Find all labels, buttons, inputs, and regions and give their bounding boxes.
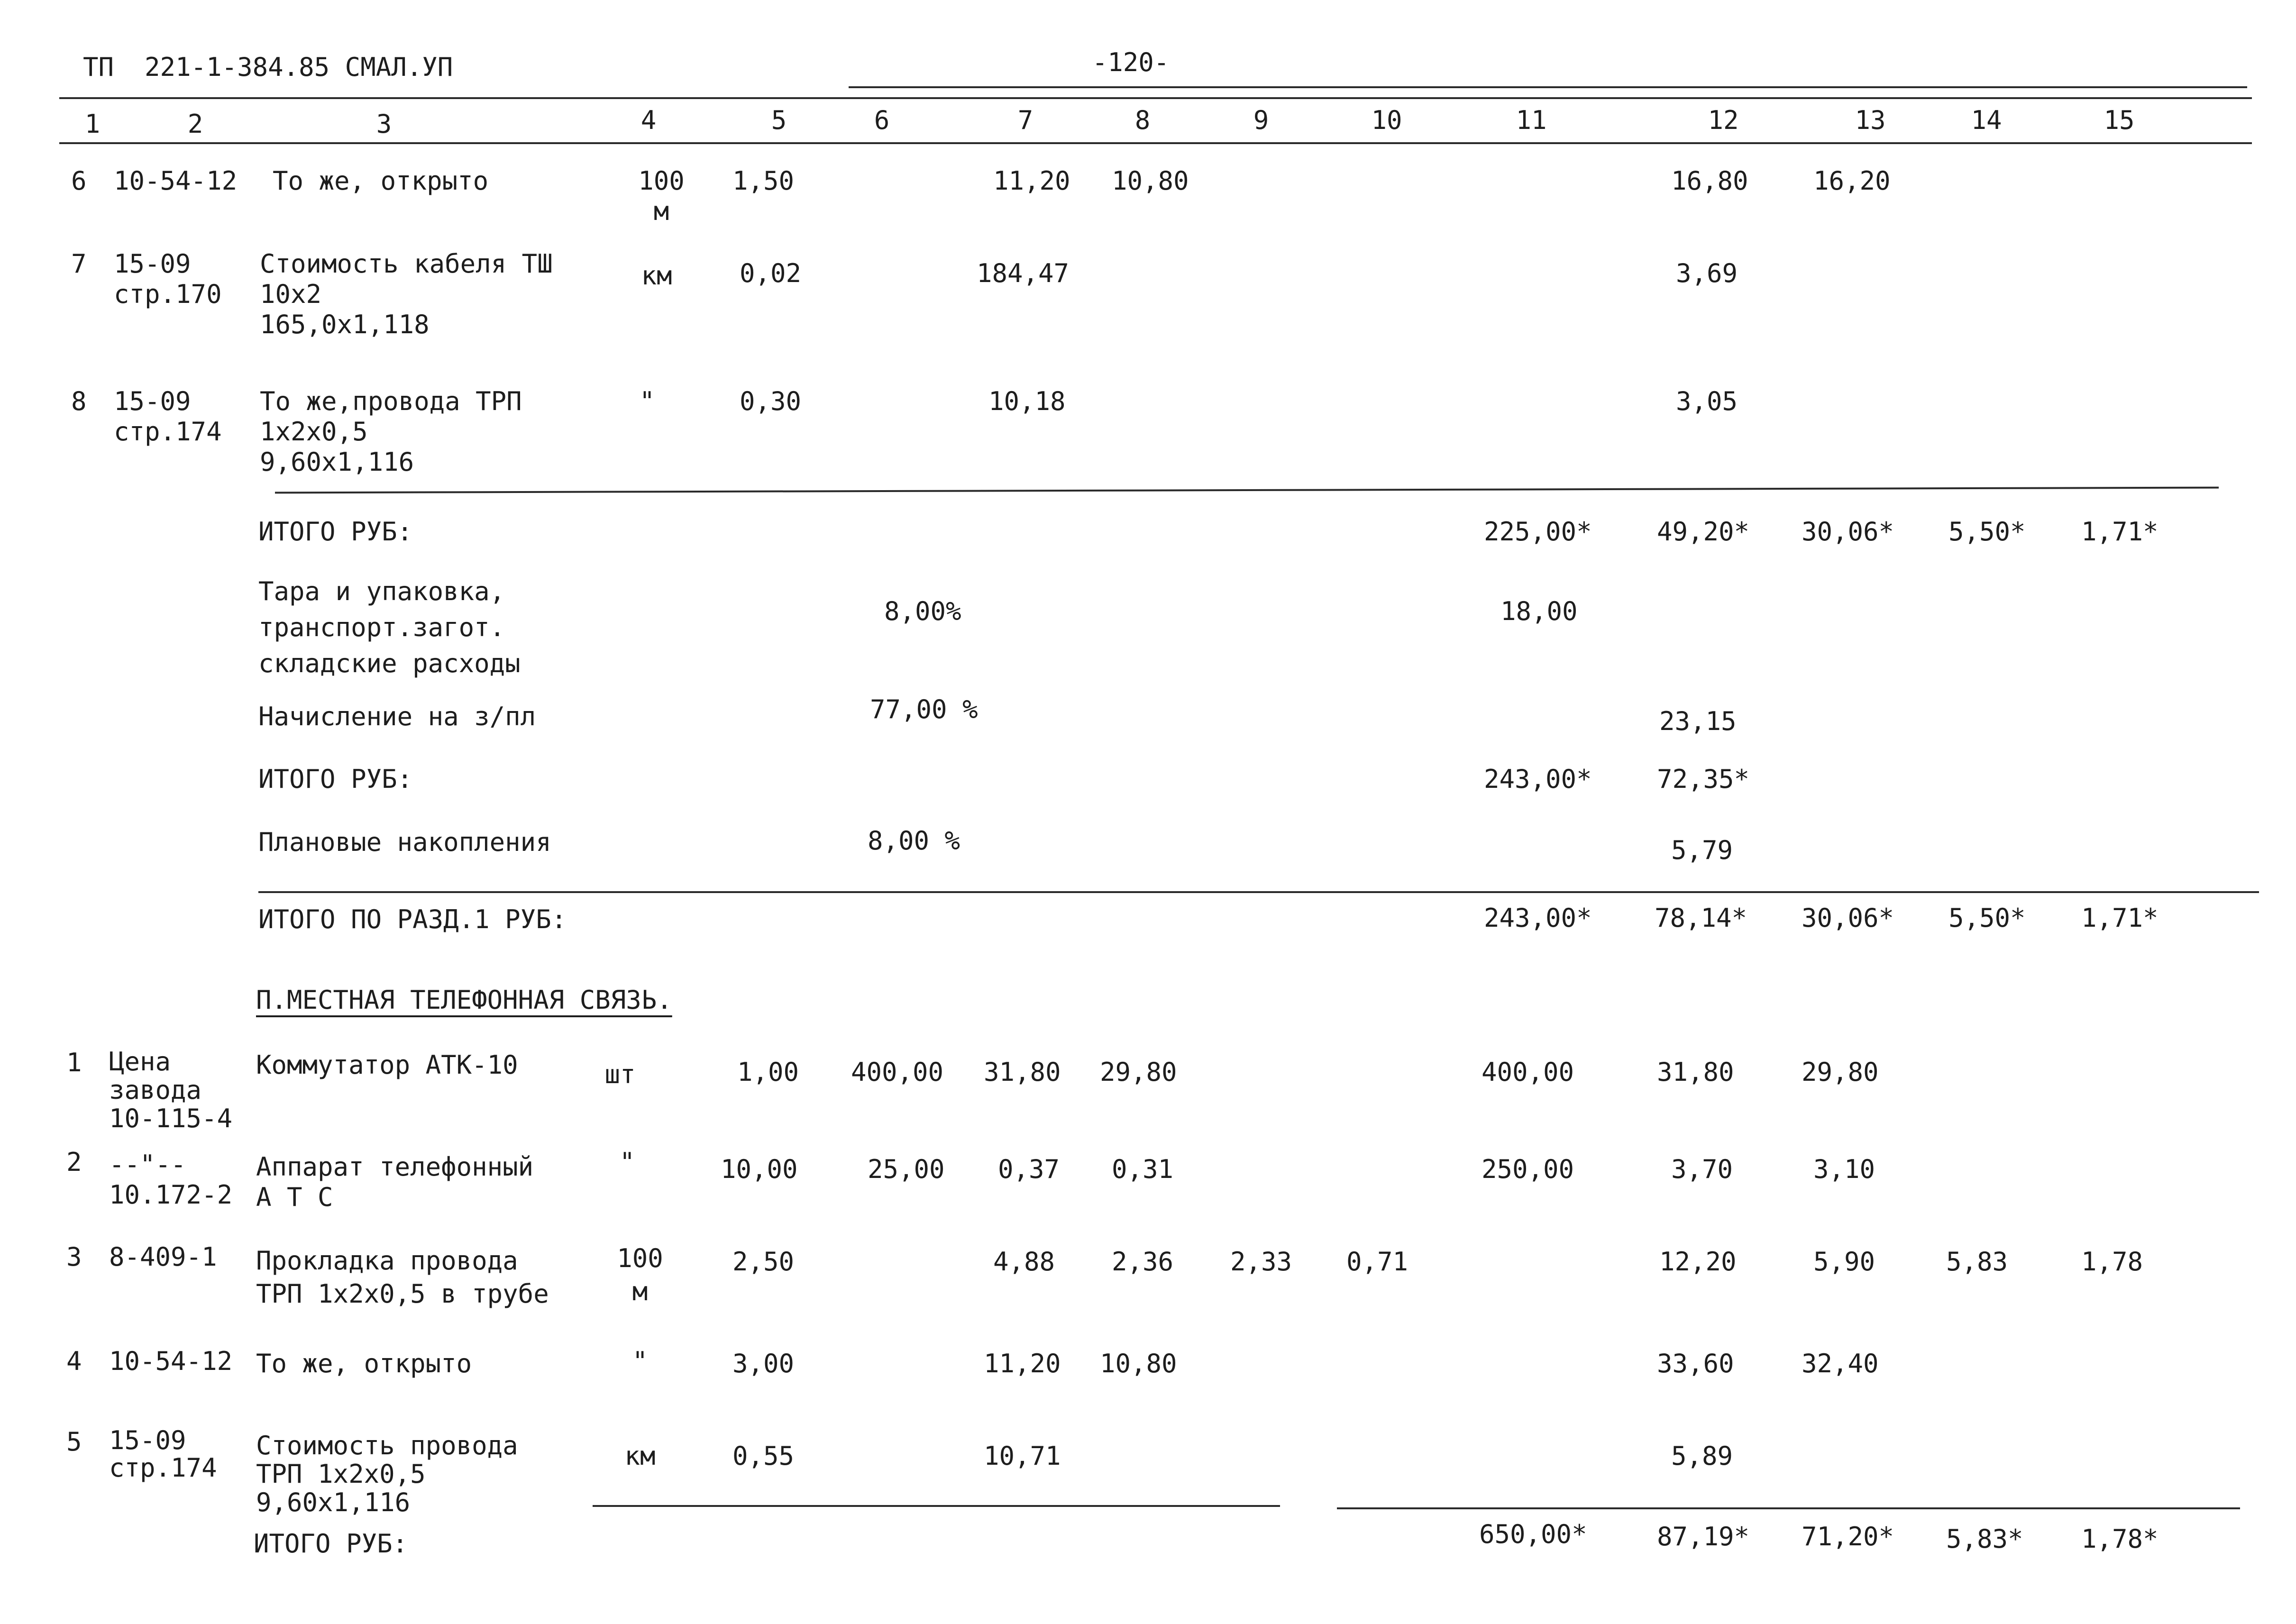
- total-col11: 243,00*: [1484, 764, 1592, 794]
- total-col12: 72,35*: [1657, 764, 1750, 794]
- row-col9: 2,33: [1230, 1247, 1292, 1277]
- row-col6: 25,00: [868, 1154, 945, 1184]
- row-col14: 5,83: [1946, 1247, 2008, 1277]
- total-col11: 225,00*: [1484, 517, 1592, 547]
- row-col7: 11,20: [993, 166, 1070, 196]
- row-col8: 10,80: [1112, 166, 1189, 196]
- row-col12: 3,05: [1676, 386, 1738, 416]
- row-number: 3: [66, 1242, 82, 1272]
- row-quantity: 3,00: [732, 1349, 795, 1378]
- subtotal-rule: [275, 487, 2219, 494]
- total-col15: 1,71*: [2081, 517, 2159, 547]
- row-quantity: 2,50: [732, 1247, 795, 1277]
- section-total-col14: 5,50*: [1948, 903, 2026, 933]
- row-col7: 11,20: [984, 1349, 1061, 1378]
- col-num-15: 15: [2104, 105, 2135, 135]
- row-col13: 3,10: [1813, 1154, 1875, 1184]
- col-num-5: 5: [771, 105, 787, 135]
- col-num-2: 2: [187, 109, 203, 139]
- planned-savings-label: Плановые накопления: [258, 827, 551, 857]
- row-unit: ": [619, 1147, 635, 1177]
- row-col8: 0,31: [1112, 1154, 1174, 1184]
- col-num-6: 6: [874, 105, 890, 135]
- header-rule: [849, 86, 2247, 88]
- row-unit: шт: [604, 1059, 636, 1089]
- row-quantity: 1,00: [737, 1057, 799, 1087]
- row-code: Цена завода 10-115-4: [109, 1047, 233, 1133]
- subtotal-rule-left: [593, 1505, 1280, 1507]
- wage-charge-label: Начисление на з/пл: [258, 702, 536, 731]
- row-code: 8-409-1: [109, 1242, 217, 1272]
- col-num-1: 1: [84, 109, 101, 139]
- total-col12: 49,20*: [1657, 517, 1750, 547]
- row-col6: 400,00: [851, 1057, 944, 1087]
- row-number: 2: [66, 1147, 82, 1177]
- section-total-col13: 30,06*: [1802, 903, 1894, 933]
- section-total-col13: 71,20*: [1802, 1522, 1894, 1551]
- row-col12: 5,89: [1671, 1441, 1733, 1471]
- row-col12: 3,70: [1671, 1154, 1733, 1184]
- section-total-rule: [258, 891, 2259, 893]
- row-col12: 12,20: [1659, 1247, 1737, 1277]
- row-unit: ": [632, 1346, 648, 1376]
- section-total-label: ИТОГО РУБ:: [254, 1529, 408, 1559]
- row-quantity: 10,00: [721, 1154, 798, 1184]
- row-col8: 2,36: [1112, 1247, 1174, 1277]
- row-number: 8: [71, 386, 87, 416]
- col-num-11: 11: [1516, 105, 1547, 135]
- col-num-9: 9: [1253, 105, 1269, 135]
- row-name: Стоимость провода ТРП 1х2х0,5 9,60х1,116: [256, 1431, 518, 1517]
- row-number: 1: [66, 1048, 82, 1077]
- document-code: ТП 221-1-384.85 СМАЛ.УП: [83, 52, 453, 82]
- row-unit: ": [639, 386, 655, 416]
- row-number: 5: [66, 1427, 82, 1457]
- row-name: Аппарат телефонный А Т С: [256, 1152, 534, 1212]
- row-number: 4: [66, 1346, 82, 1376]
- row-col12: 33,60: [1657, 1349, 1734, 1378]
- column-header-bottom-rule: [59, 142, 2252, 144]
- total-label: ИТОГО РУБ:: [258, 517, 413, 547]
- row-col13: 16,20: [1813, 166, 1891, 196]
- row-col7: 10,71: [984, 1441, 1061, 1471]
- row-col12: 16,80: [1671, 166, 1748, 196]
- section-title: П.МЕСТНАЯ ТЕЛЕФОННАЯ СВЯЗЬ.: [256, 985, 672, 1015]
- col-num-8: 8: [1134, 105, 1151, 135]
- planned-savings-col12: 5,79: [1671, 835, 1733, 865]
- total-label: ИТОГО РУБ:: [258, 764, 413, 794]
- row-col8: 10,80: [1100, 1349, 1177, 1378]
- row-col11: 250,00: [1482, 1154, 1574, 1184]
- section-total-col15: 1,71*: [2081, 903, 2159, 933]
- row-quantity: 0,02: [740, 258, 802, 288]
- row-col7: 4,88: [993, 1247, 1055, 1277]
- row-quantity: 0,30: [740, 386, 802, 416]
- row-unit: 100 м: [638, 166, 685, 226]
- row-col13: 29,80: [1802, 1057, 1879, 1087]
- row-code: 10-54-12: [114, 166, 238, 196]
- page-number: -120-: [1092, 47, 1170, 77]
- section-total-label: ИТОГО ПО РАЗД.1 РУБ:: [258, 904, 567, 934]
- col-num-13: 13: [1855, 105, 1886, 135]
- row-unit: км: [624, 1441, 656, 1471]
- row-col7: 184,47: [977, 258, 1070, 288]
- packaging-col11: 18,00: [1500, 596, 1578, 626]
- row-code: 15-09 стр.174: [109, 1425, 217, 1483]
- row-number: 7: [71, 249, 87, 279]
- row-col12: 31,80: [1657, 1057, 1734, 1087]
- section-total-col11: 650,00*: [1479, 1519, 1587, 1549]
- row-col15: 1,78: [2081, 1247, 2143, 1277]
- row-col7: 10,18: [988, 386, 1066, 416]
- row-col7: 31,80: [984, 1057, 1061, 1087]
- col-num-14: 14: [1971, 105, 2002, 135]
- row-code: 10-54-12: [109, 1346, 233, 1376]
- row-name: Прокладка провода ТРП 1х2х0,5 в трубе: [256, 1246, 549, 1309]
- row-col8: 29,80: [1100, 1057, 1177, 1087]
- row-code: 15-09 стр.170: [114, 249, 222, 309]
- row-quantity: 0,55: [732, 1441, 795, 1471]
- section-total-col11: 243,00*: [1484, 903, 1592, 933]
- total-col14: 5,50*: [1948, 517, 2026, 547]
- packaging-label: Тара и упаковка, транспорт.загот. складские расходы: [258, 576, 521, 678]
- row-code: --"-- 10.172-2: [109, 1150, 233, 1210]
- section-total-col12: 78,14*: [1655, 903, 1747, 933]
- packaging-percent: 8,00%: [884, 596, 961, 626]
- row-name: То же,провода ТРП 1х2х0,5 9,60х1,116: [260, 386, 522, 477]
- row-name: Коммутатор АТК-10: [256, 1050, 518, 1080]
- section-total-col15: 1,78*: [2081, 1524, 2159, 1554]
- row-col13: 32,40: [1802, 1349, 1879, 1378]
- wage-charge-percent: 77,00 %: [870, 694, 978, 724]
- section-total-col12: 87,19*: [1657, 1522, 1750, 1551]
- planned-savings-percent: 8,00 %: [868, 826, 960, 856]
- subtotal-rule-right: [1337, 1507, 2240, 1509]
- row-name: То же, открыто: [256, 1349, 472, 1378]
- row-col12: 3,69: [1676, 258, 1738, 288]
- col-num-3: 3: [376, 109, 392, 139]
- total-col13: 30,06*: [1802, 517, 1894, 547]
- col-num-7: 7: [1017, 105, 1034, 135]
- row-name: То же, открыто: [273, 166, 489, 196]
- row-code: 15-09 стр.174: [114, 386, 222, 447]
- row-unit: км: [641, 261, 672, 291]
- col-num-12: 12: [1708, 105, 1739, 135]
- row-col10: 0,71: [1346, 1247, 1409, 1277]
- row-number: 6: [71, 166, 87, 196]
- row-quantity: 1,50: [732, 166, 795, 196]
- wage-charge-col12: 23,15: [1659, 706, 1737, 736]
- row-name: Стоимость кабеля ТШ 10х2 165,0х1,118: [260, 249, 553, 339]
- section-total-col14: 5,83*: [1946, 1524, 2023, 1554]
- row-col13: 5,90: [1813, 1247, 1875, 1277]
- col-num-10: 10: [1371, 105, 1402, 135]
- column-header-top-rule: [59, 97, 2252, 99]
- row-col7: 0,37: [998, 1154, 1060, 1184]
- col-num-4: 4: [640, 105, 657, 135]
- row-col11: 400,00: [1482, 1057, 1574, 1087]
- row-unit: 100 м: [617, 1243, 663, 1306]
